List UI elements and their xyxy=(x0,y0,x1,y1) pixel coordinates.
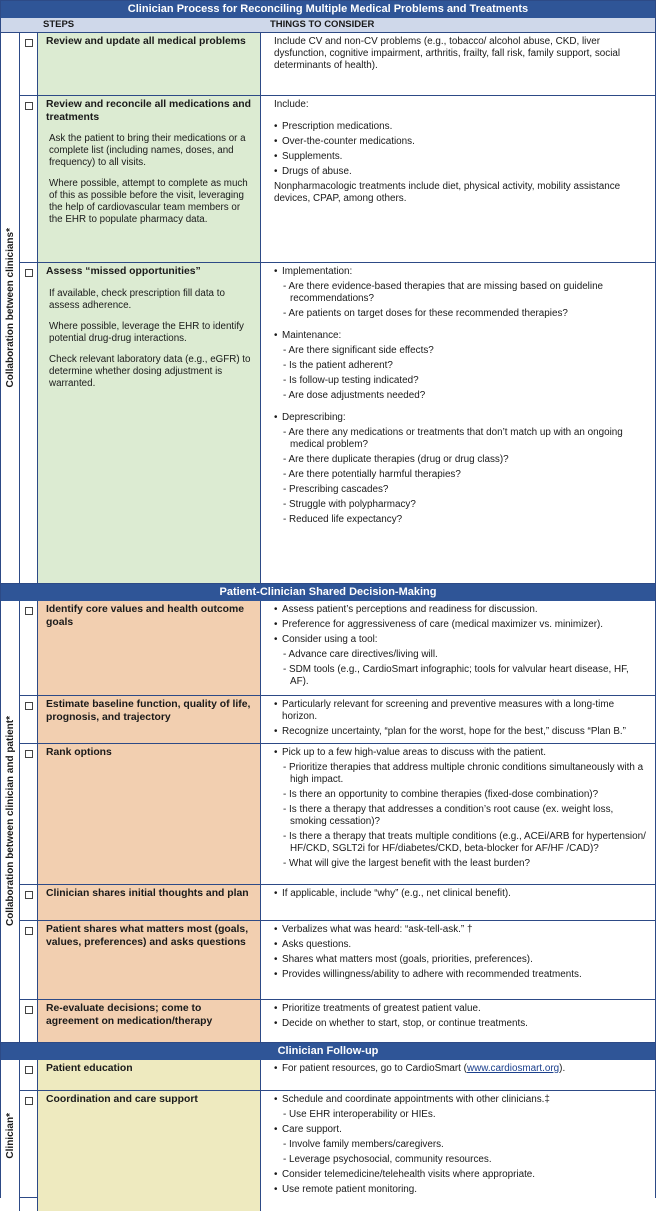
sub-item: - Advance care directives/living will. xyxy=(274,649,649,661)
sub-item: - Are dose adjustments needed? xyxy=(274,390,649,402)
list-item: • Consider using a tool: xyxy=(274,634,649,646)
consider-intro: Include: xyxy=(274,99,309,110)
table-row xyxy=(20,1000,655,1042)
table-row xyxy=(20,33,655,96)
section-band-follow-up: Clinician Follow-up xyxy=(1,1043,655,1060)
sub-item: - Use EHR interoperability or HIEs. xyxy=(274,1109,649,1121)
step-checkbox[interactable] xyxy=(25,1097,33,1105)
list-item: • Implementation: xyxy=(274,266,649,278)
list-item: • Schedule and coordinate appointments with other clinicians.‡ xyxy=(274,1094,649,1106)
table-row xyxy=(20,744,655,885)
sub-item: - Prescribing cascades? xyxy=(274,484,649,496)
resource-text-end: ). xyxy=(559,1063,566,1074)
step-checkbox[interactable] xyxy=(25,702,33,710)
section-collaboration-clinicians xyxy=(1,33,655,584)
sub-item: - Are there significant side effects? xyxy=(274,345,649,357)
step-checkbox[interactable] xyxy=(25,1006,33,1014)
sub-item: - Is there a therapy that treats multiple conditions (e.g., ACEi/ARB for hypertension/ HF/CKD, SGLT2i for HF/diabetes/CKD, beta-blocker for AF/HF /CAD)? xyxy=(274,831,649,855)
list-item: • Over-the-counter medications. xyxy=(274,136,649,148)
consider-text: Include CV and non-CV problems (e.g., tobacco/ alcohol abuse, CKD, liver dysfunction, cognitive impairment, arthritis, frailty, fall risk, family support, social determinants of health). xyxy=(274,36,621,71)
considerations-column-header: THINGS TO CONSIDER xyxy=(270,19,375,30)
list-item: • Supplements. xyxy=(274,151,649,163)
sub-item: - Is there a therapy that addresses a condition’s root cause (ex. weight loss, smoking cessation)? xyxy=(274,804,649,828)
sub-item: - Reduced life expectancy? xyxy=(274,514,649,526)
list-item xyxy=(274,1063,649,1075)
step-checkbox[interactable] xyxy=(25,891,33,899)
sub-item: - Are there any medications or treatments that don’t match up with an ongoing medical problem? xyxy=(274,427,649,451)
sub-item: - Leverage psychosocial, community resources. xyxy=(274,1154,649,1166)
section-side-label: Clinician* xyxy=(4,1112,16,1159)
list-item: • Prioritize treatments of greatest patient value. xyxy=(274,1003,649,1015)
step-title: Re-evaluate decisions; come to agreement on medication/therapy xyxy=(46,1003,213,1027)
step-title: Review and update all medical problems xyxy=(46,36,246,47)
step-checkbox[interactable] xyxy=(25,39,33,47)
sub-item: - Is follow-up testing indicated? xyxy=(274,375,649,387)
list-item: • Preference for aggressiveness of care (medical maximizer vs. minimizer). xyxy=(274,619,649,631)
list-item: • If applicable, include “why” (e.g., net clinical benefit). xyxy=(274,888,649,900)
list-item: • Deprescribing: xyxy=(274,412,649,424)
list-item: • Drugs of abuse. xyxy=(274,166,649,178)
cardiosmart-link[interactable]: www.cardiosmart.org xyxy=(466,1063,560,1074)
table-row xyxy=(20,96,655,263)
list-item: • Verbalizes what was heard: “ask-tell-ask.” † xyxy=(274,924,649,936)
list-item: • Decide on whether to start, stop, or continue treatments. xyxy=(274,1018,649,1030)
list-item: • Care support. xyxy=(274,1124,649,1136)
step-title: Assess “missed opportunities” xyxy=(46,266,201,277)
list-item: • Asks questions. xyxy=(274,939,649,951)
table-row xyxy=(20,696,655,744)
step-note: Ask the patient to bring their medications or a complete list (including names, doses, and frequency) to all visits. xyxy=(49,133,246,168)
sub-item: - SDM tools (e.g., CardioSmart infographic; tools for valvular heart disease, HF, AF). xyxy=(274,664,649,688)
step-checkbox[interactable] xyxy=(25,927,33,935)
sub-item: - Struggle with polypharmacy? xyxy=(274,499,649,511)
sub-item: - What will give the largest benefit with the least burden? xyxy=(274,858,649,870)
section-side-label: Collaboration between clinicians* xyxy=(4,228,16,388)
step-checkbox[interactable] xyxy=(25,607,33,615)
list-item: • Recognize uncertainty, “plan for the worst, hope for the best,” discuss “Plan B.” xyxy=(274,726,649,738)
sub-item: - Are there evidence-based therapies that are missing based on guideline recommendations? xyxy=(274,281,649,305)
step-title: Rank options xyxy=(46,747,112,758)
step-title: Patient education xyxy=(46,1063,133,1074)
step-title: Clinician shares initial thoughts and plan xyxy=(46,888,249,899)
list-item: • Consider telemedicine/telehealth visits where appropriate. xyxy=(274,1169,649,1181)
step-note: Check relevant laboratory data (e.g., eGFR) to determine whether dosing adjustment is warranted. xyxy=(49,353,251,389)
step-checkbox[interactable] xyxy=(25,1066,33,1074)
sub-item: - Is the patient adherent? xyxy=(274,360,649,372)
steps-column-header: STEPS xyxy=(43,19,75,30)
section-collaboration-patient xyxy=(1,601,655,1043)
list-item: • Prescription medications. xyxy=(274,121,649,133)
table-row xyxy=(20,885,655,921)
step-note: Where possible, leverage the EHR to identify potential drug-drug interactions. xyxy=(49,320,244,344)
step-title: Patient shares what matters most (goals, values, preferences) and asks questions xyxy=(46,924,249,948)
table-row xyxy=(20,601,655,696)
column-header-row xyxy=(1,18,655,33)
sub-item: - Involve family members/caregivers. xyxy=(274,1139,649,1151)
sub-item: - Are there duplicate therapies (drug or drug class)? xyxy=(274,454,649,466)
step-title: Estimate baseline function, quality of life, prognosis, and trajectory xyxy=(46,699,251,723)
step-title: Coordination and care support xyxy=(46,1094,198,1105)
list-item: • Shares what matters most (goals, priorities, preferences). xyxy=(274,954,649,966)
table-row xyxy=(20,263,655,583)
list-item: • Assess patient’s perceptions and readiness for discussion. xyxy=(274,604,649,616)
sub-item: - Are patients on target doses for these recommended therapies? xyxy=(274,308,649,320)
step-checkbox[interactable] xyxy=(25,269,33,277)
list-item: • Maintenance: xyxy=(274,330,649,342)
list-item: • Use remote patient monitoring. xyxy=(274,1184,649,1196)
list-item: • Pick up to a few high-value areas to discuss with the patient. xyxy=(274,747,649,759)
sub-item: - Is there an opportunity to combine therapies (fixed-dose combination)? xyxy=(274,789,649,801)
sub-item: - Are there potentially harmful therapies? xyxy=(274,469,649,481)
list-item: • Particularly relevant for screening and preventive measures with a long-time horizon. xyxy=(274,699,649,723)
step-title: Review and reconcile all medications and treatments xyxy=(46,99,251,123)
step-note: If available, check prescription fill data to assess adherence. xyxy=(49,287,225,311)
table-row xyxy=(20,1091,655,1211)
step-title: Identify core values and health outcome goals xyxy=(46,604,245,628)
step-checkbox[interactable] xyxy=(25,750,33,758)
table-row xyxy=(20,1060,655,1091)
sub-item: - Prioritize therapies that address multiple chronic conditions simultaneously with a high impact. xyxy=(274,762,649,786)
section-clinician xyxy=(1,1060,655,1211)
table-row xyxy=(20,921,655,1000)
consider-outro: Nonpharmacologic treatments include diet, physical activity, mobility assistance devices, CPAP, among others. xyxy=(274,181,621,204)
section-band-shared-decision: Patient-Clinician Shared Decision-Making xyxy=(1,584,655,601)
section-side-label: Collaboration between clinician and patient* xyxy=(4,716,16,927)
list-item: • Provides willingness/ability to adhere with recommended treatments. xyxy=(274,969,649,981)
resource-text: For patient resources, go to CardioSmart ( xyxy=(282,1063,467,1074)
step-note: Where possible, attempt to complete as much of this as possible before the visit, leveraging the help of cardiovascular team members or the EHR to populate pharmacy data. xyxy=(49,178,248,225)
table-title: Clinician Process for Reconciling Multiple Medical Problems and Treatments xyxy=(1,1,655,18)
step-checkbox[interactable] xyxy=(25,102,33,110)
